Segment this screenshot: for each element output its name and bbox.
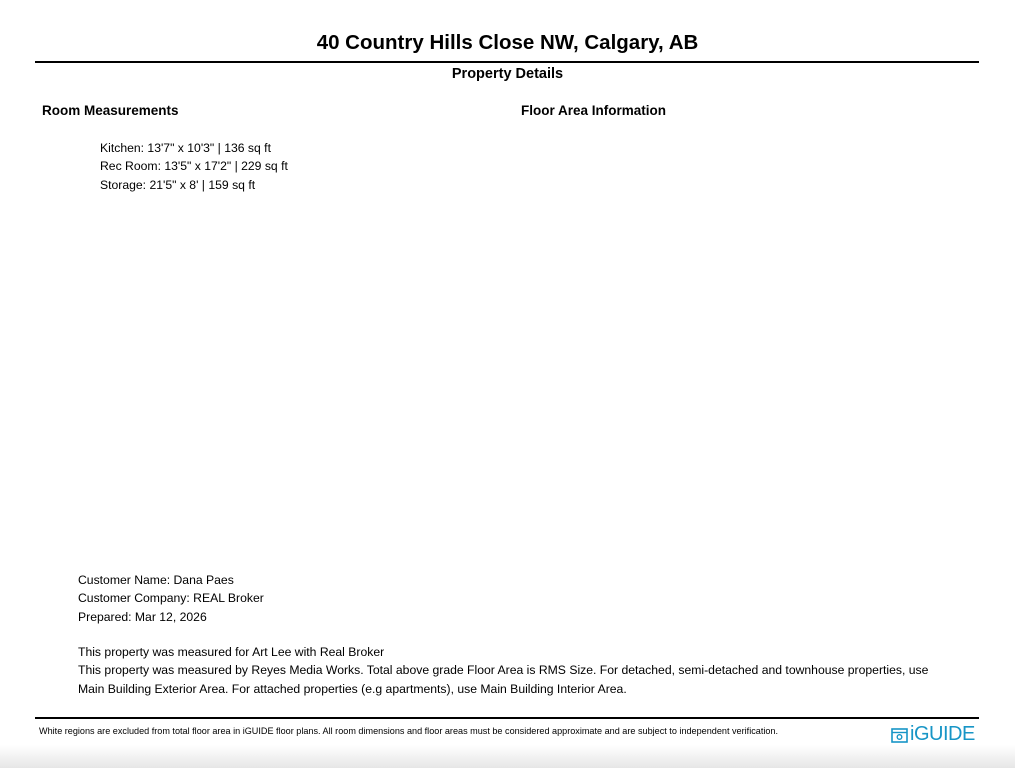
footer-disclaimer: White regions are excluded from total floor area in iGUIDE floor plans. All room dimensions and floor areas must be considered approximate and are subject to independent verification. <box>39 726 779 736</box>
room-measurements-heading: Room Measurements <box>42 103 179 118</box>
room-item-rec-room: Rec Room: 13'5" x 17'2" | 229 sq ft <box>100 159 288 174</box>
page-subtitle: Property Details <box>451 66 564 82</box>
measured-for-note: This property was measured for Art Lee with Real Broker <box>78 645 385 659</box>
measurement-notes <box>78 643 958 698</box>
room-item-kitchen: Kitchen: 13'7" x 10'3" | 136 sq ft <box>100 141 271 155</box>
floor-area-information-heading: Floor Area Information <box>521 103 667 118</box>
footer-divider <box>35 717 979 719</box>
prepared-date: Prepared: Mar 12, 2026 <box>78 609 207 624</box>
customer-company: Customer Company: REAL Broker <box>78 591 264 606</box>
iguide-logo-text: iGUIDE <box>910 723 975 745</box>
iguide-box-icon <box>891 726 908 743</box>
page-bottom-shadow <box>0 745 1015 768</box>
customer-name: Customer Name: Dana Paes <box>78 573 234 587</box>
header-divider <box>35 61 979 63</box>
room-item-storage: Storage: 21'5" x 8' | 159 sq ft <box>100 177 256 192</box>
measured-by-note: This property was measured by Reyes Media Works. Total above grade Floor Area is RMS Size. For detached, semi-detached and townhouse properties, use Main Building Exterior Area. For attached properties (e.g apartments), use Main Building Interior Area. <box>78 663 929 696</box>
page-title: 40 Country Hills Close NW, Calgary, AB <box>316 31 699 54</box>
customer-info <box>78 571 264 626</box>
room-measurements-list <box>100 139 288 194</box>
iguide-logo <box>891 723 975 745</box>
